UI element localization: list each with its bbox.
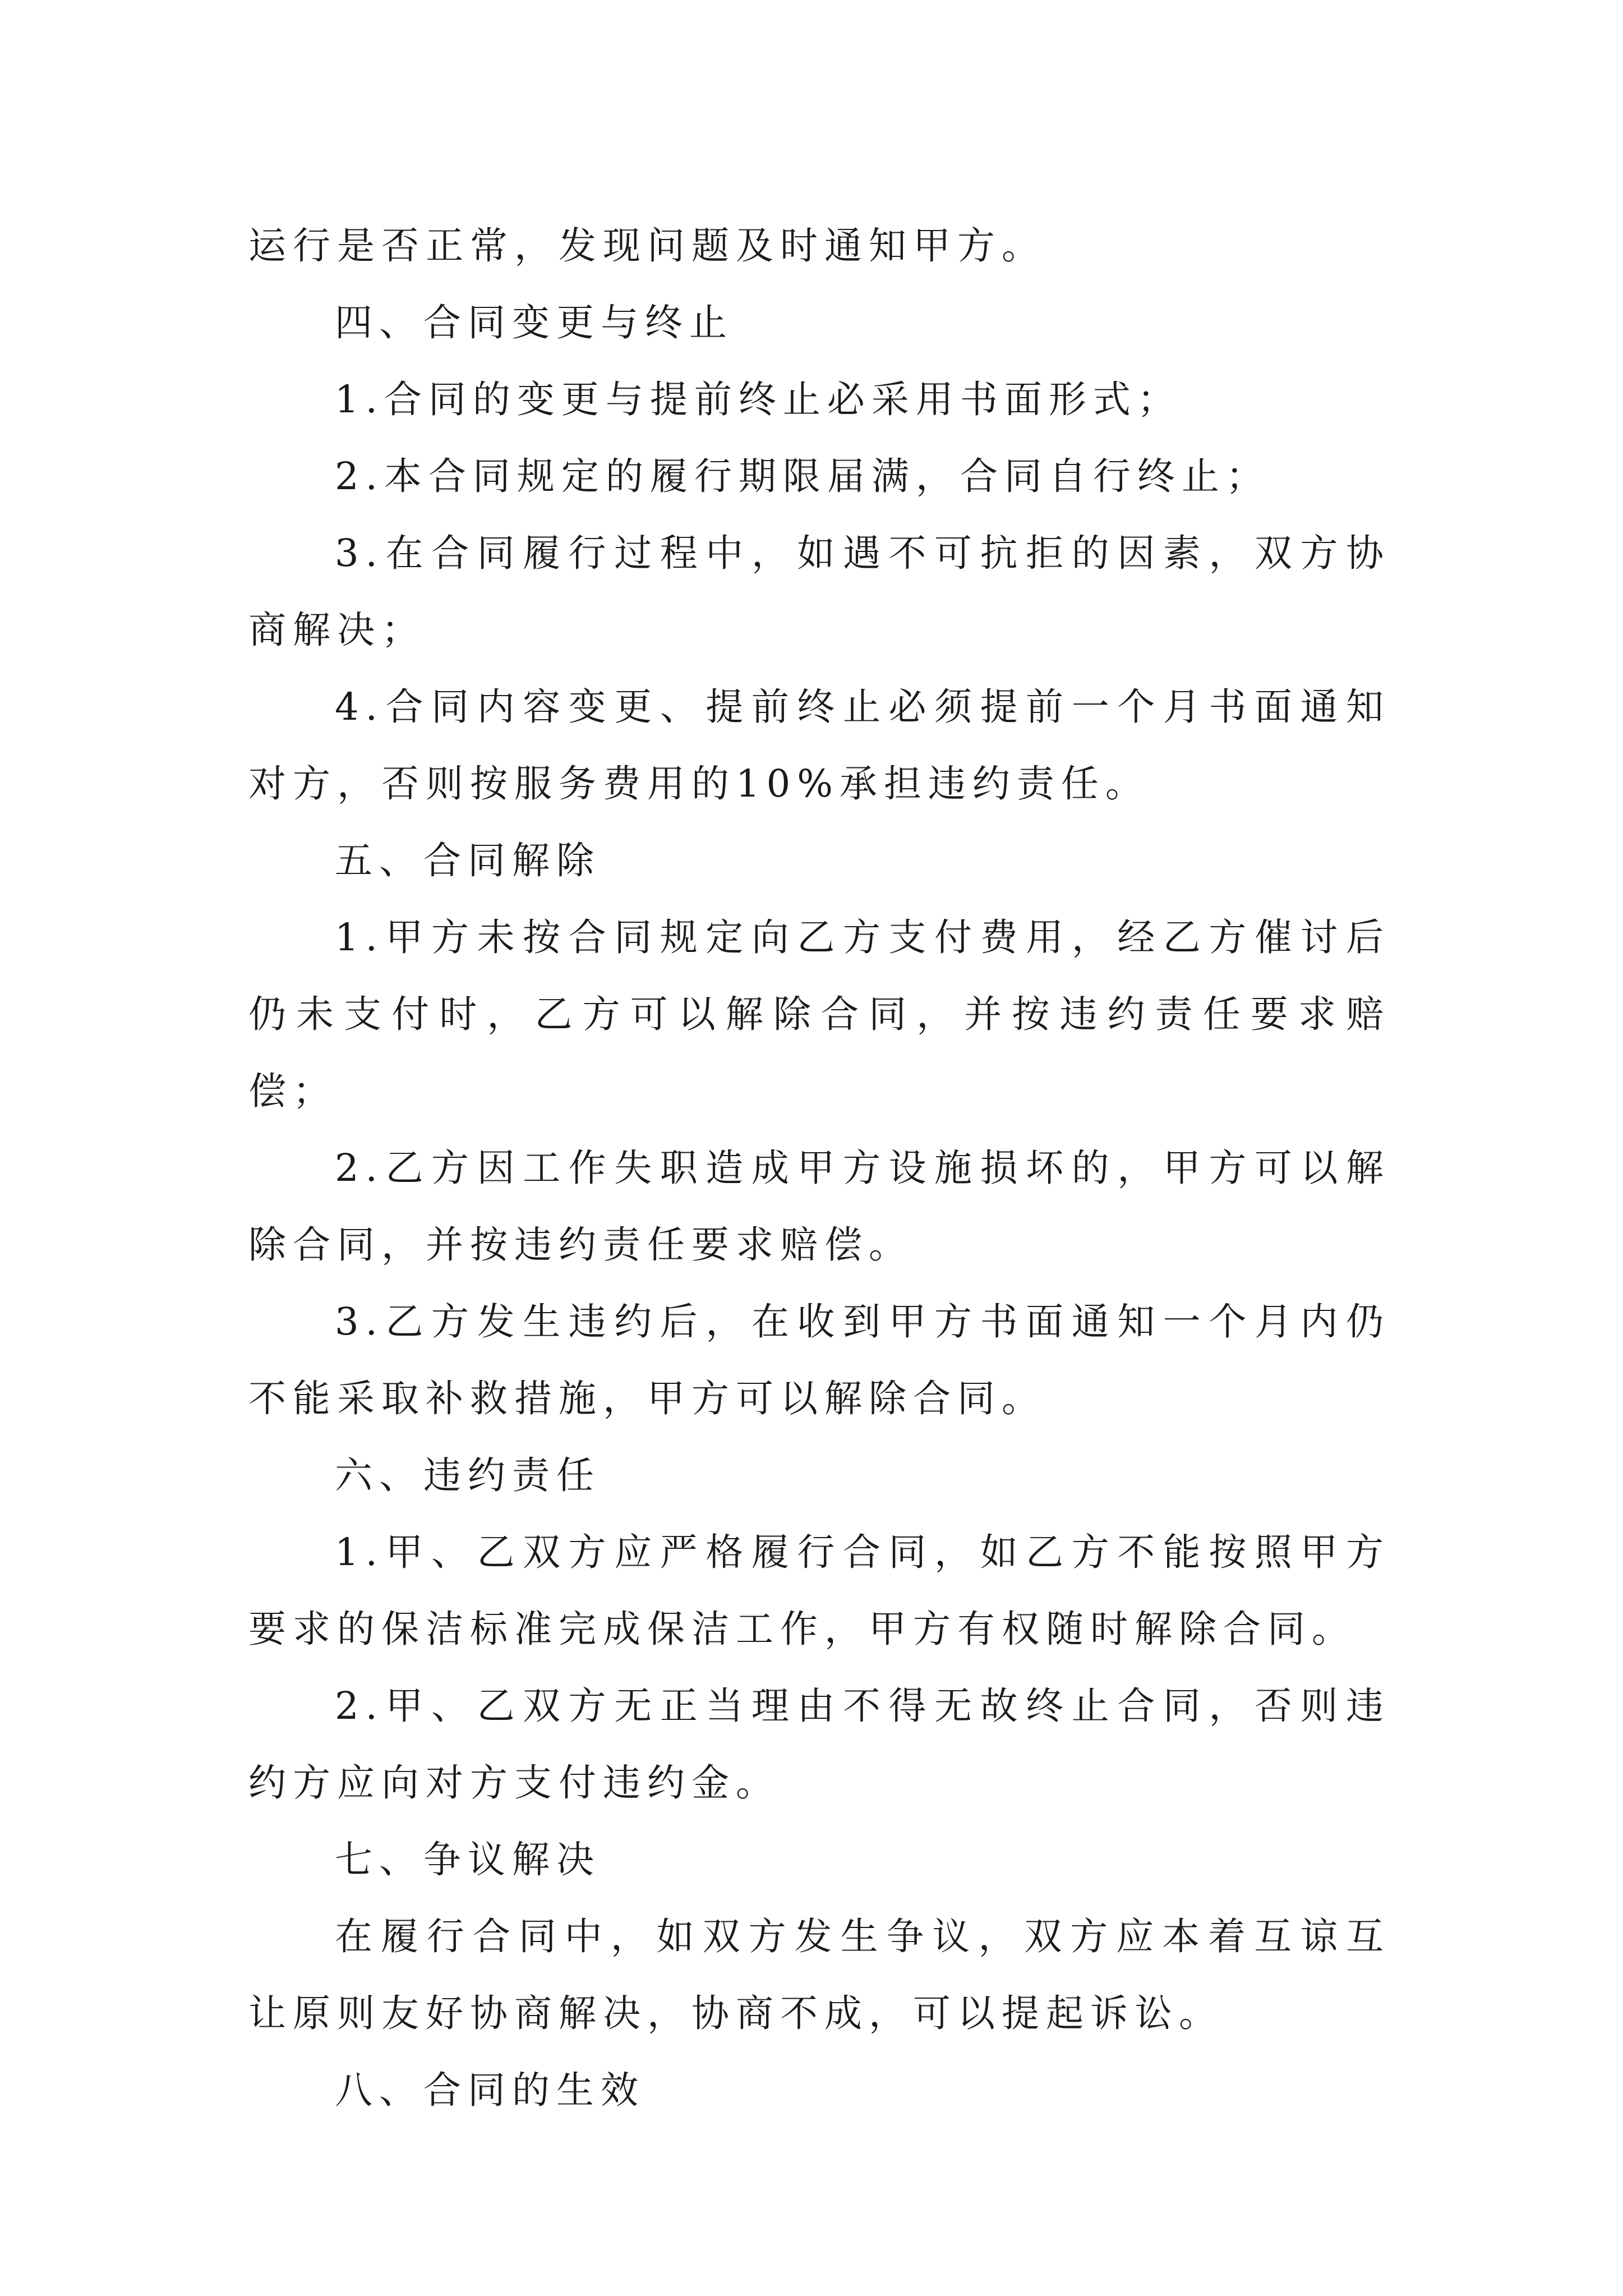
section-heading-7: 七、争议解决	[335, 1838, 601, 1881]
section-heading-5: 五、合同解除	[335, 839, 601, 882]
section-heading-8: 八、合同的生效	[335, 2068, 645, 2112]
document-body	[248, 208, 1390, 2129]
clause-5-2: 2.乙方因工作失职造成甲方设施损坏的，甲方可以解除合同，并按违约责任要求赔偿。	[248, 1146, 1390, 1267]
clause-6-1: 1.甲、乙双方应严格履行合同，如乙方不能按照甲方要求的保洁标准完成保洁工作，甲方有权随时解除合同。	[248, 1530, 1390, 1651]
paragraph-continuation: 运行是否正常，发现问题及时通知甲方。	[248, 224, 1046, 268]
clause-4-3: 3.在合同履行过程中，如遇不可抗拒的因素，双方协商解决；	[248, 531, 1390, 652]
clause-4-2: 2.本合同规定的履行期限届满，合同自行终止；	[335, 454, 1270, 498]
clause-6-2: 2.甲、乙双方无正当理由不得无故终止合同，否则违约方应向对方支付违约金。	[248, 1684, 1390, 1805]
clause-5-3: 3.乙方发生违约后，在收到甲方书面通知一个月内仍不能采取补救措施，甲方可以解除合同。	[248, 1300, 1390, 1420]
clause-4-1: 1.合同的变更与提前终止必采用书面形式；	[335, 378, 1182, 421]
clause-4-4: 4.合同内容变更、提前终止必须提前一个月书面通知对方，否则按服务费用的10%承担违约责任。	[248, 685, 1390, 806]
clause-5-1: 1.甲方未按合同规定向乙方支付费用，经乙方催讨后仍未支付时，乙方可以解除合同，并按违约责任要求赔偿；	[248, 915, 1390, 1113]
section-heading-6: 六、违约责任	[335, 1453, 601, 1497]
clause-7-body: 在履行合同中，如双方发生争议，双方应本着互谅互让原则友好协商解决，协商不成，可以提起诉讼。	[248, 1915, 1390, 2035]
section-heading-4: 四、合同变更与终止	[335, 301, 734, 344]
